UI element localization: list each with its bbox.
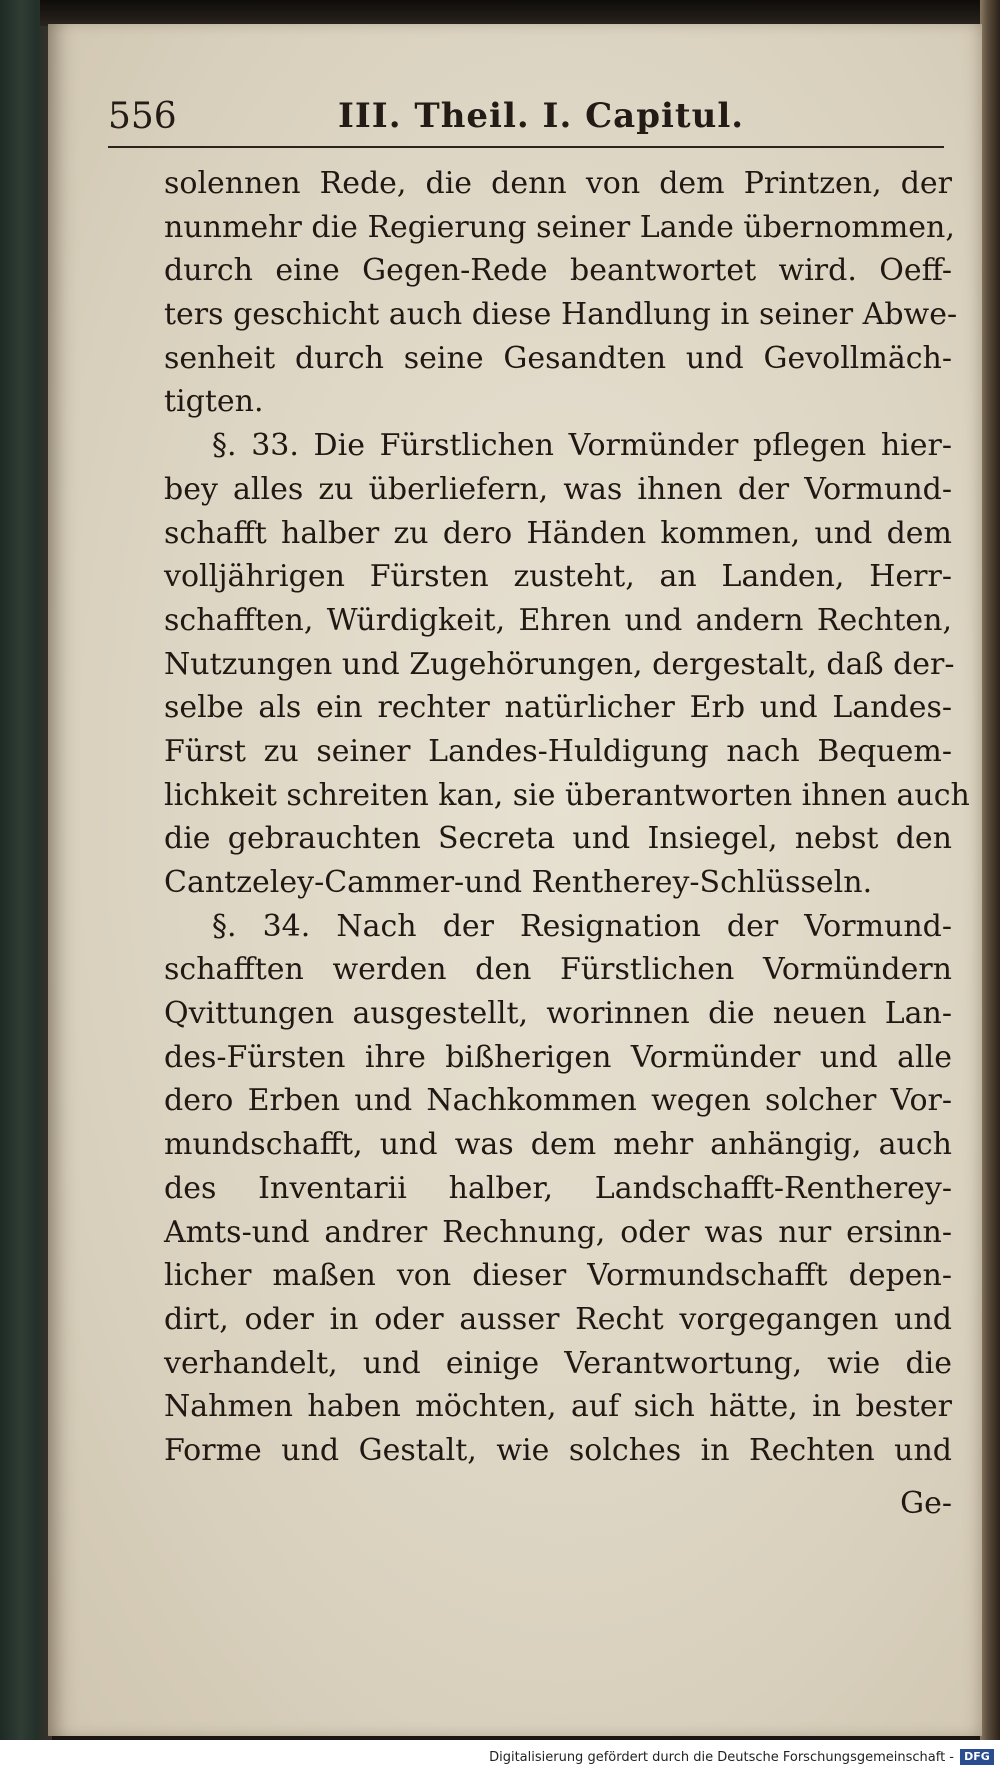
text-line: verhandelt, und einige Verantwortung, wie die — [164, 1345, 952, 1381]
text-line: schafften, Würdigkeit, Ehren und andern Rechten, — [164, 602, 952, 638]
catchword: Ge- — [900, 1486, 952, 1521]
page-edge-right — [980, 0, 1000, 1740]
page-header — [108, 92, 944, 148]
text-line: volljährigen Fürsten zusteht, an Landen, Herr- — [164, 559, 952, 595]
text-line: Qvittungen ausgestellt, worinnen die neuen Lan- — [164, 996, 952, 1032]
text-line: dero Erben und Nachkommen wegen solcher Vor- — [164, 1083, 952, 1119]
dfg-logo-icon[interactable]: DFG — [960, 1749, 994, 1765]
text-line: schafften werden den Fürstlichen Vormündern — [164, 952, 952, 988]
page-number: 556 — [108, 96, 177, 137]
paragraph-33-start: §. 33. Die Fürstlichen Vormünder pflegen hier- — [212, 428, 952, 464]
text-line: nunmehr die Regierung seiner Lande übernommen, — [164, 209, 955, 245]
text-line: mundschafft, und was dem mehr anhängig, auch — [164, 1127, 952, 1163]
text-line: bey alles zu überliefern, was ihnen der Vormund- — [164, 471, 952, 507]
text-line: dirt, oder in oder ausser Recht vorgegangen und — [164, 1301, 952, 1337]
text-line: durch eine Gegen-Rede beantwortet wird. Oeff- — [164, 253, 952, 289]
text-line: ters geschicht auch diese Handlung in seiner Abwe- — [164, 297, 958, 333]
text-line: solennen Rede, die denn von dem Printzen, der — [164, 166, 952, 201]
book-spine — [0, 0, 52, 1740]
page-edge-top — [40, 0, 1000, 26]
text-line: Cantzeley-Cammer-und Rentherey-Schlüsseln. — [164, 865, 873, 900]
text-line: Nutzungen und Zugehörungen, dergestalt, daß der- — [164, 646, 955, 682]
text-line: des Inventarii halber, Landschafft-Rentherey- — [164, 1170, 952, 1206]
text-line: lichkeit schreiten kan, sie überantworten ihnen auch — [164, 777, 970, 813]
text-line: schafft halber zu dero Händen kommen, und dem — [164, 515, 952, 551]
text-line: licher maßen von dieser Vormundschafft depen- — [164, 1258, 952, 1294]
running-head: III. Theil. I. Capitul. — [338, 96, 745, 136]
text-line: Forme und Gestalt, wie solches in Rechten und — [164, 1432, 952, 1468]
paragraph-34-start: §. 34. Nach der Resignation der Vormund- — [212, 908, 952, 944]
funding-credit: Digitalisierung gefördert durch die Deutsche Forschungsgemeinschaft - — [489, 1750, 954, 1765]
text-line: tigten. — [164, 384, 264, 420]
text-line: Fürst zu seiner Landes-Huldigung nach Bequem- — [164, 733, 952, 769]
text-line: selbe als ein rechter natürlicher Erb und Landes- — [164, 690, 952, 726]
body-text — [164, 162, 970, 1473]
text-line: die gebrauchten Secreta und Insiegel, nebst den — [164, 821, 952, 857]
text-line: Nahmen haben möchten, auf sich hätte, in bester — [164, 1389, 952, 1425]
digitization-footer — [0, 1740, 1000, 1777]
text-line: senheit durch seine Gesandten und Gevollmäch- — [164, 340, 952, 376]
text-line: Amts-und andrer Rechnung, oder was nur ersinn- — [164, 1214, 952, 1250]
text-line: des-Fürsten ihre bißherigen Vormünder und alle — [164, 1039, 952, 1075]
